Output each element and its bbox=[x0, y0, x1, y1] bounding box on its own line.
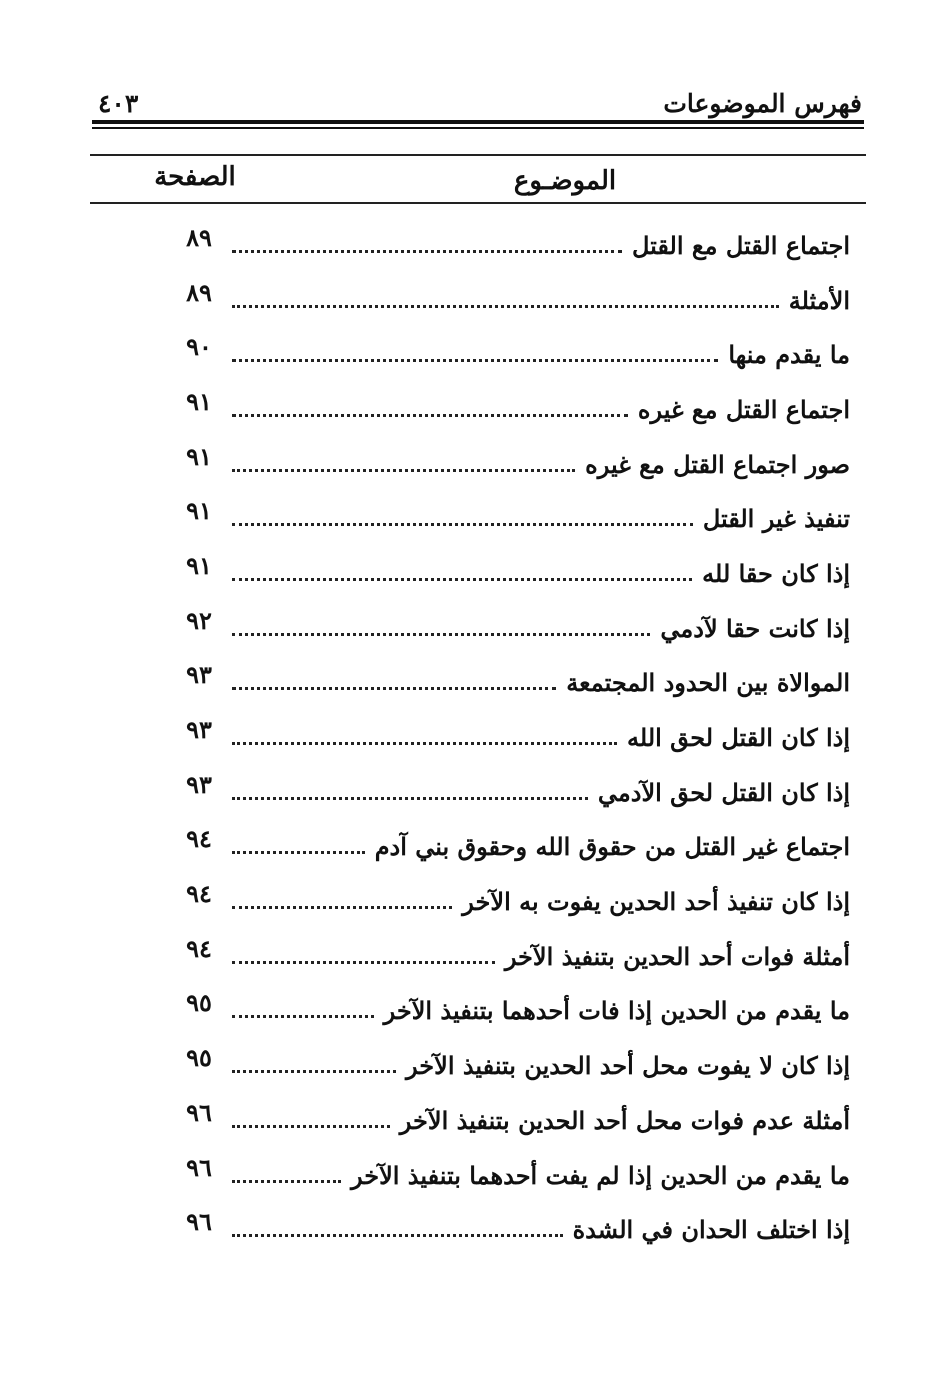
toc-entry bbox=[170, 273, 850, 328]
dot-leader bbox=[232, 305, 779, 308]
toc-entry-page: ٩١ bbox=[186, 441, 212, 471]
toc-entry-page: ٩١ bbox=[186, 550, 212, 580]
toc-entry-page: ٩٤ bbox=[186, 824, 212, 854]
dot-leader bbox=[232, 961, 495, 964]
toc-entry bbox=[170, 929, 850, 984]
toc-entry-page: ٩٤ bbox=[186, 879, 212, 909]
toc-entry bbox=[170, 382, 850, 437]
toc-entry-page: ٩١ bbox=[186, 496, 212, 526]
column-header-topic: الموضـوع bbox=[513, 166, 617, 196]
toc-entry bbox=[170, 437, 850, 492]
toc-entry-page: ٩٣ bbox=[186, 769, 212, 799]
toc-entry-page: ٩١ bbox=[186, 386, 212, 416]
dot-leader bbox=[232, 1015, 374, 1018]
running-title: فهرس الموضوعات bbox=[663, 89, 862, 118]
toc-entry bbox=[170, 327, 850, 382]
toc-entry bbox=[170, 984, 850, 1039]
toc-entry-title: اجتماع القتل مع القتل bbox=[631, 230, 850, 260]
toc-entry bbox=[170, 601, 850, 656]
toc-entry-title: إذا كان القتل لحق الآدمي bbox=[597, 777, 850, 807]
toc-entry-title: إذا اختلف الحدان في الشدة bbox=[572, 1215, 850, 1245]
toc-entry-title: ما يقدم من الحدين إذا لم يفت أحدهما بتنفيذ الآخر bbox=[350, 1160, 850, 1190]
toc-entry bbox=[170, 874, 850, 929]
toc-entry-title: إذا كان حقا لله bbox=[702, 558, 850, 588]
dot-leader bbox=[232, 469, 575, 472]
toc-entry-title: ما يقدم من الحدين إذا فات أحدهما بتنفيذ الآخر bbox=[383, 996, 850, 1026]
toc-entry bbox=[170, 1202, 850, 1257]
toc-entry-title: الأمثلة bbox=[788, 285, 850, 315]
table-header-rule bbox=[90, 202, 866, 204]
toc-entry bbox=[170, 710, 850, 765]
toc-entry-title: إذا كان تنفيذ أحد الحدين يفوت به الآخر bbox=[462, 887, 850, 917]
toc-entry-page: ٩٤ bbox=[186, 933, 212, 963]
toc-entry-page: ٩٣ bbox=[186, 660, 212, 690]
dot-leader bbox=[232, 1180, 341, 1183]
toc-entry-page: ٨٩ bbox=[186, 222, 212, 252]
toc-list bbox=[170, 218, 850, 1257]
header-rule-thin bbox=[92, 127, 864, 129]
toc-entry-title: صور اجتماع القتل مع غيره bbox=[585, 449, 850, 479]
toc-entry bbox=[170, 656, 850, 711]
toc-entry-title: أمثلة عدم فوات محل أحد الحدين بتنفيذ الآخر bbox=[399, 1105, 850, 1135]
toc-entry bbox=[170, 1148, 850, 1203]
dot-leader bbox=[232, 414, 628, 417]
toc-entry-page: ٩٣ bbox=[186, 715, 212, 745]
dot-leader bbox=[232, 906, 452, 909]
dot-leader bbox=[232, 742, 617, 745]
toc-entry-page: ٩٦ bbox=[186, 1152, 212, 1182]
toc-entry bbox=[170, 218, 850, 273]
toc-entry-page: ٩٦ bbox=[186, 1207, 212, 1237]
toc-entry-title: تنفيذ غير القتل bbox=[702, 504, 850, 534]
dot-leader bbox=[232, 578, 692, 581]
dot-leader bbox=[232, 1234, 563, 1237]
dot-leader bbox=[232, 633, 650, 636]
dot-leader bbox=[232, 1070, 396, 1073]
dot-leader bbox=[232, 359, 718, 362]
dot-leader bbox=[232, 250, 622, 253]
toc-entry-title: اجتماع القتل مع غيره bbox=[637, 394, 850, 424]
toc-entry-title: أمثلة فوات أحد الحدين بتنفيذ الآخر bbox=[504, 941, 850, 971]
toc-entry bbox=[170, 765, 850, 820]
toc-entry-title: الموالاة بين الحدود المجتمعة bbox=[566, 668, 850, 698]
toc-entry-page: ٩٥ bbox=[186, 988, 212, 1018]
toc-entry-page: ٩٢ bbox=[186, 605, 212, 635]
dot-leader bbox=[232, 851, 365, 854]
toc-entry-page: ٩٦ bbox=[186, 1097, 212, 1127]
toc-entry-page: ٩٥ bbox=[186, 1043, 212, 1073]
toc-entry bbox=[170, 820, 850, 875]
table-top-rule bbox=[90, 154, 866, 156]
toc-entry-page: ٩٠ bbox=[186, 332, 212, 362]
toc-entry-title: إذا كان القتل لحق الله bbox=[627, 723, 850, 753]
toc-entry-title: إذا كانت حقا لآدمي bbox=[660, 613, 850, 643]
toc-entry-page: ٨٩ bbox=[186, 277, 212, 307]
toc-entry bbox=[170, 546, 850, 601]
toc-entry bbox=[170, 1093, 850, 1148]
toc-entry-title: إذا كان لا يفوت محل أحد الحدين بتنفيذ الآخر bbox=[406, 1051, 850, 1081]
toc-entry-title: اجتماع غير القتل من حقوق الله وحقوق بني آدم bbox=[374, 832, 850, 862]
toc-entry bbox=[170, 1038, 850, 1093]
header-rule-thick bbox=[92, 120, 864, 124]
dot-leader bbox=[232, 797, 588, 800]
dot-leader bbox=[232, 523, 693, 526]
toc-entry bbox=[170, 491, 850, 546]
dot-leader bbox=[232, 687, 556, 690]
toc-entry-title: ما يقدم منها bbox=[728, 340, 850, 370]
page-number: ٤٠٣ bbox=[98, 89, 139, 118]
column-header-page: الصفحة bbox=[154, 162, 236, 192]
dot-leader bbox=[232, 1125, 390, 1128]
